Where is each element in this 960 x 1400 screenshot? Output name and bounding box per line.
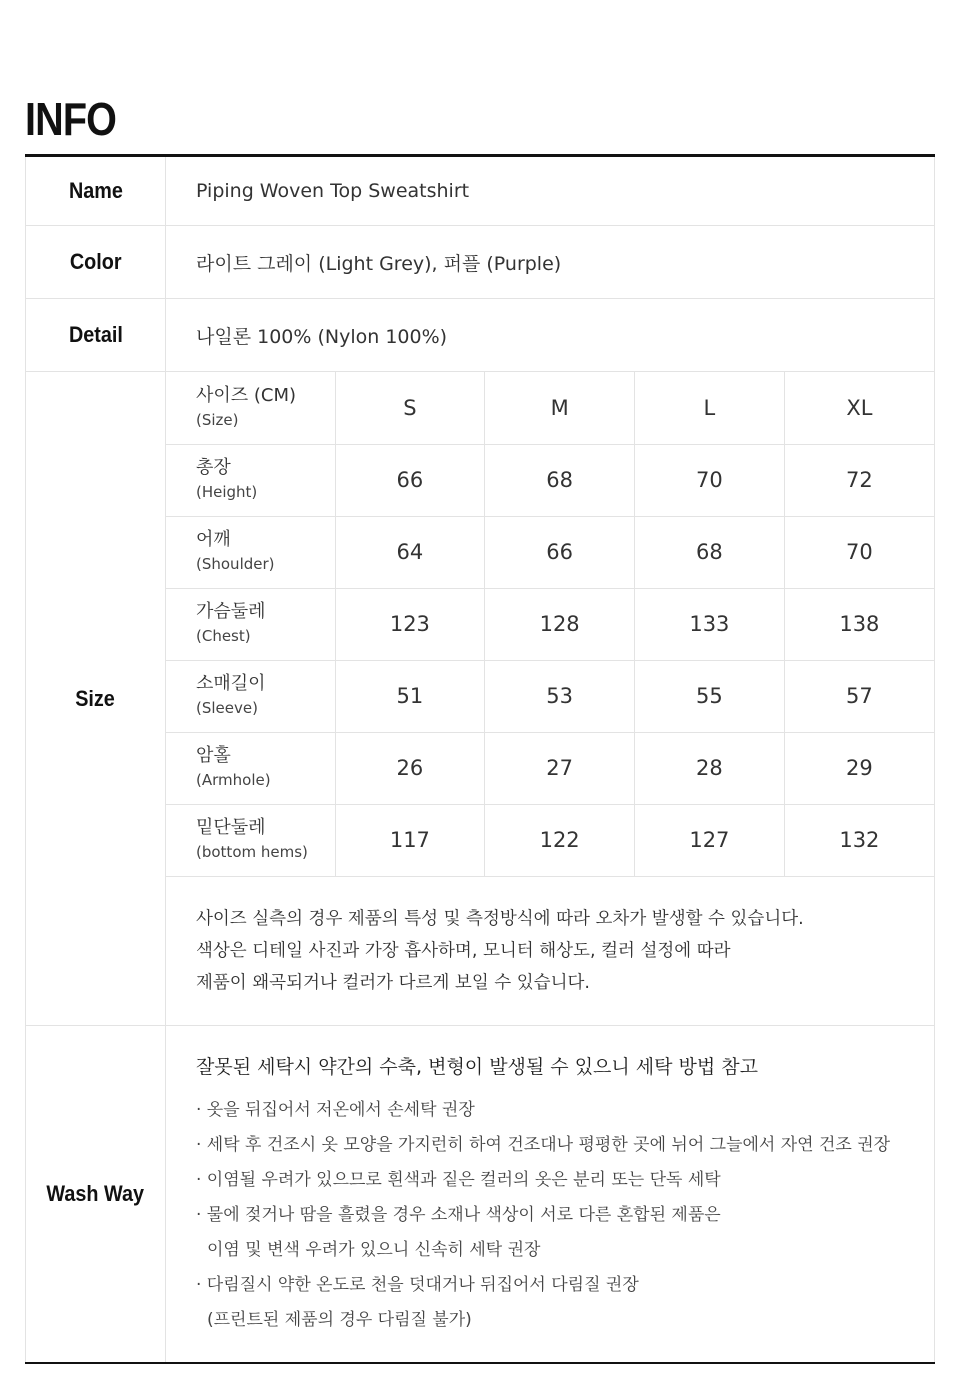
- wash-row: [26, 1026, 935, 1364]
- size-row-armhole: [166, 732, 934, 804]
- measure-value: 138: [784, 588, 934, 660]
- measure-label-en: (Chest): [196, 627, 251, 645]
- wash-line: 이염 및 변색 우려가 있으니 신속히 세탁 권장: [207, 1240, 541, 1260]
- wash-label: Wash Way: [46, 1181, 145, 1206]
- color-label-cell: [26, 226, 166, 299]
- wash-line: · 옷을 뒤집어서 저온에서 손세탁 권장: [196, 1100, 475, 1120]
- measure-value: 66: [485, 516, 635, 588]
- wash-line: · 물에 젖거나 땀을 흘렸을 경우 소재나 색상이 서로 다른 혼합된 제품은: [196, 1205, 721, 1225]
- color-label: Color: [69, 249, 122, 274]
- measure-value: 55: [635, 660, 785, 732]
- wash-instructions: [166, 1026, 935, 1364]
- measure-value: 122: [485, 804, 635, 876]
- measure-label-en: (Armhole): [196, 771, 271, 789]
- measure-label-ko: 어깨: [196, 529, 231, 550]
- measure-value: 64: [335, 516, 485, 588]
- measure-label-en: (Height): [196, 483, 258, 501]
- measure-label: [166, 516, 335, 588]
- measure-value: 70: [635, 444, 785, 516]
- wash-line: · 세탁 후 건조시 옷 모양을 가지런히 하여 건조대나 평평한 곳에 뉘어 그늘에서 자연 건조 권장: [196, 1135, 891, 1155]
- size-row-height: [166, 444, 934, 516]
- measure-value: 53: [485, 660, 635, 732]
- measure-label-en: (Sleeve): [196, 699, 258, 717]
- measure-label: [166, 732, 335, 804]
- measure-value: 128: [485, 588, 635, 660]
- size-header-xl: XL: [784, 372, 934, 444]
- size-chart: [166, 372, 934, 876]
- measure-value: 132: [784, 804, 934, 876]
- size-row-bottom-hems: [166, 804, 934, 876]
- detail-label: Detail: [68, 322, 123, 347]
- size-row-shoulder: [166, 516, 934, 588]
- measure-label-ko: 밑단둘레: [196, 817, 266, 839]
- size-header-en: (Size): [196, 410, 239, 429]
- measure-label-ko: 소매길이: [196, 673, 266, 694]
- size-cell: [166, 372, 935, 1026]
- measure-value: 72: [784, 444, 934, 516]
- size-header-label: [166, 372, 335, 444]
- measure-value: 68: [485, 444, 635, 516]
- size-label-cell: [26, 372, 166, 1026]
- wash-line: (프린트된 제품의 경우 다림질 불가): [207, 1310, 472, 1330]
- detail-row: [26, 299, 935, 372]
- measure-value: 57: [784, 660, 934, 732]
- size-notes: [166, 876, 934, 1025]
- measure-value: 127: [635, 804, 785, 876]
- size-note-line: 제품이 왜곡되거나 컬러가 다르게 보일 수 있습니다.: [196, 973, 590, 993]
- name-label-cell: [26, 156, 166, 226]
- measure-value: 123: [335, 588, 485, 660]
- measure-value: 68: [635, 516, 785, 588]
- color-row: [26, 226, 935, 299]
- measure-value: 27: [485, 732, 635, 804]
- wash-heading: 잘못된 세탁시 약간의 수축, 변형이 발생될 수 있으니 세탁 방법 참고: [196, 1056, 758, 1078]
- measure-label: [166, 804, 335, 876]
- name-label: Name: [68, 178, 123, 203]
- detail-label-cell: [26, 299, 166, 372]
- page-title: INFO: [25, 93, 117, 145]
- measure-label: [166, 660, 335, 732]
- product-info-table: [25, 154, 935, 1364]
- measure-label-ko: 가슴둘레: [196, 601, 266, 622]
- color-value: 라이트 그레이 (Light Grey), 퍼플 (Purple): [166, 226, 935, 299]
- measure-value: 70: [784, 516, 934, 588]
- size-row: [26, 372, 935, 1026]
- size-header-ko: 사이즈 (CM): [196, 384, 297, 406]
- measure-label: [166, 444, 335, 516]
- size-header-m: M: [485, 372, 635, 444]
- size-note-line: 색상은 디테일 사진과 가장 흡사하며, 모니터 해상도, 컬러 설정에 따라: [196, 941, 731, 961]
- measure-value: 117: [335, 804, 485, 876]
- wash-line: · 이염될 우려가 있으므로 흰색과 짙은 컬러의 옷은 분리 또는 단독 세탁: [196, 1170, 721, 1190]
- measure-label-ko: 암홀: [196, 745, 231, 766]
- measure-label-en: (Shoulder): [196, 555, 275, 573]
- measure-value: 29: [784, 732, 934, 804]
- measure-value: 28: [635, 732, 785, 804]
- measure-label: [166, 588, 335, 660]
- measure-label-ko: 총장: [196, 457, 231, 478]
- size-row-chest: [166, 588, 934, 660]
- name-value: Piping Woven Top Sweatshirt: [166, 156, 935, 226]
- size-row-sleeve: [166, 660, 934, 732]
- size-header-row: [166, 372, 934, 444]
- size-label: Size: [75, 685, 116, 711]
- size-header-l: L: [635, 372, 785, 444]
- size-header-s: S: [335, 372, 485, 444]
- measure-value: 51: [335, 660, 485, 732]
- measure-value: 133: [635, 588, 785, 660]
- measure-value: 26: [335, 732, 485, 804]
- detail-value: 나일론 100% (Nylon 100%): [166, 299, 935, 372]
- measure-value: 66: [335, 444, 485, 516]
- size-note-line: 사이즈 실측의 경우 제품의 특성 및 측정방식에 따라 오차가 발생할 수 있습니다.: [196, 909, 804, 929]
- wash-label-cell: [26, 1026, 166, 1364]
- name-row: [26, 156, 935, 226]
- wash-line: · 다림질시 약한 온도로 천을 덧대거나 뒤집어서 다림질 권장: [196, 1275, 639, 1295]
- measure-label-en: (bottom hems): [196, 843, 308, 862]
